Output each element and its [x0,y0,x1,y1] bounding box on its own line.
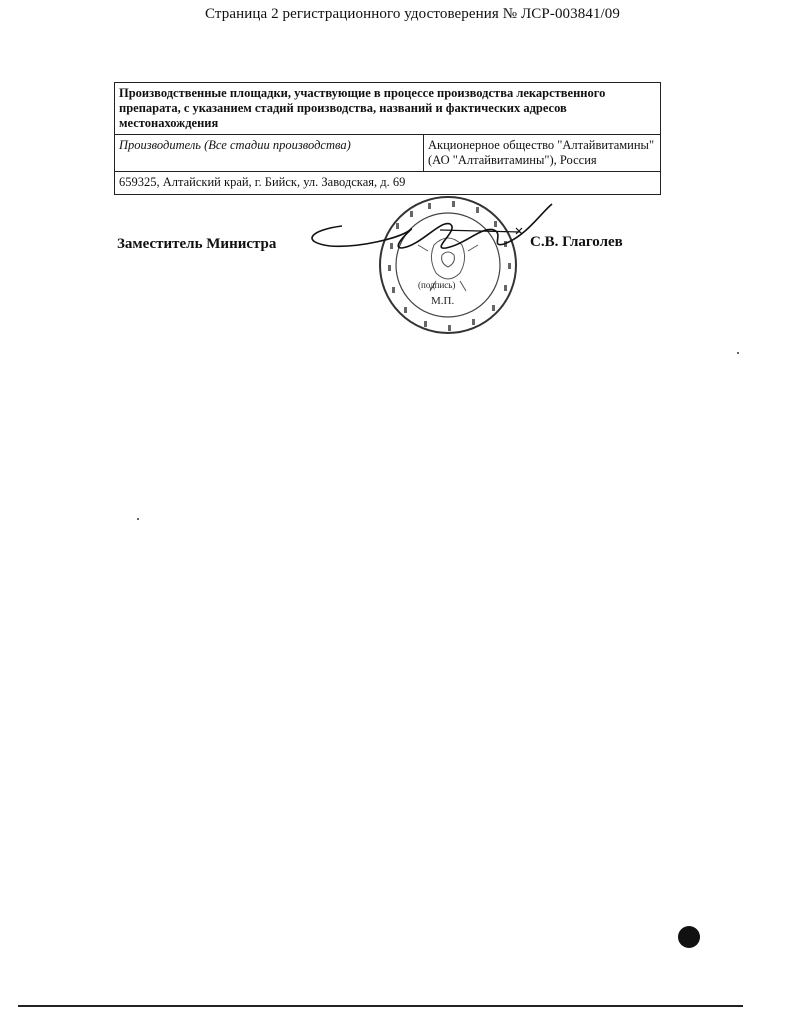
handwritten-signature [290,190,580,270]
stamp-mp-label: М.П. [431,295,455,307]
stamp-signature-caption: (подпись) [418,280,456,290]
scan-speck [737,352,739,354]
company-short-name-line: (АО "Алтайвитамины"), Россия [428,153,597,167]
manufacturer-address: 659325, Алтайский край, г. Бийск, ул. Заводская, д. 69 [115,172,661,195]
company-name-line: Акционерное общество "Алтайвитамины" [428,138,655,152]
scan-hole-mark [678,926,700,948]
page-title: Страница 2 регистрационного удостоверения № ЛСР-003841/09 [205,6,621,22]
scan-speck [137,518,139,520]
footer-divider [18,1005,743,1007]
manufacturer-role: Производитель (Все стадии производства) [115,135,424,172]
signature-block [0,0,791,400]
signatory-name: С.В. Глаголев [530,234,623,250]
signatory-title: Заместитель Министра [117,236,277,252]
table-heading: Производственные площадки, участвующие в процессе производства лекарственного препарата, с указанием стадий производства, названий и фактических адресов местонахождения [115,83,661,135]
